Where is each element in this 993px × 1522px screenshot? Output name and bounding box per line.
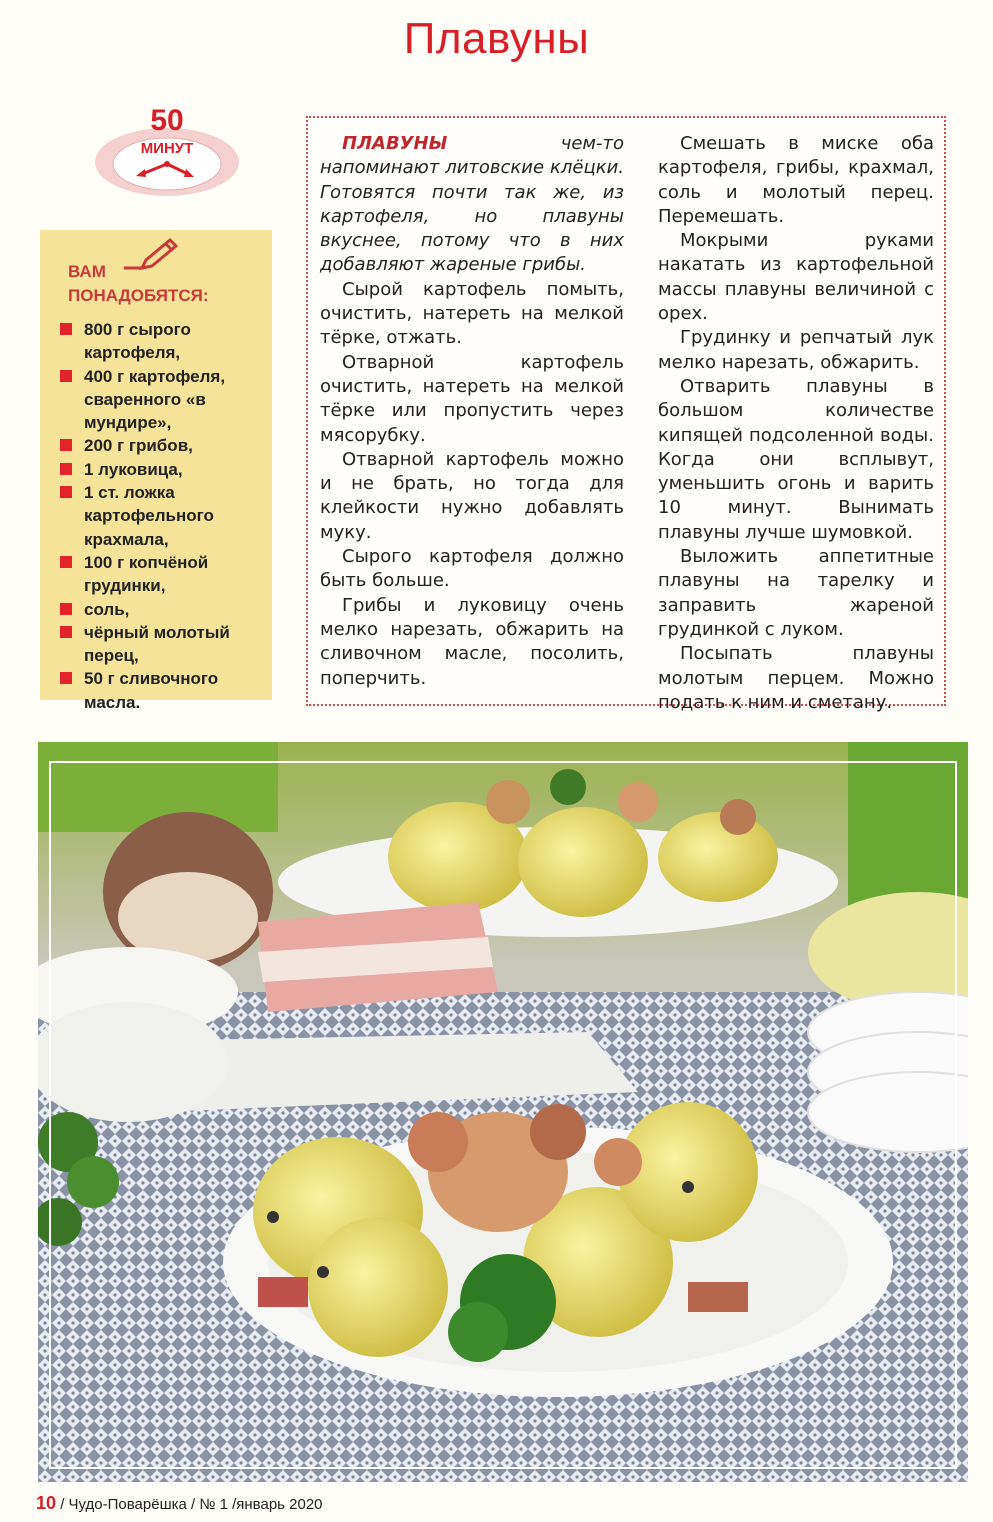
ingredient-item: соль, xyxy=(58,598,270,621)
instruction-step: Выложить аппетитные плавуны на тарелку и заправить жареной грудинкой с луком. xyxy=(658,546,934,640)
ingredients-heading-line1: ВАМ xyxy=(68,262,106,281)
dish-photo xyxy=(38,742,968,1482)
ingredient-item: 400 г картофеля, сваренного «в мундире», xyxy=(58,365,270,435)
instruction-step: Сырой картофель помыть, очистить, натереть на мелкой тёрке, отжать. xyxy=(320,278,624,349)
instruction-step: Грибы и луковицу очень мелко нарезать, обжарить на сливочном масле, посолить, поперчить. xyxy=(320,594,624,689)
instruction-step: Посыпать плавуны молотым перцем. Можно подать к ним и сметану. xyxy=(658,643,934,713)
ingredient-item: 1 луковица, xyxy=(58,458,270,481)
cooking-time-unit: МИНУТ xyxy=(140,140,194,157)
cooking-time-value: 50 xyxy=(150,104,184,137)
instruction-step: Сырого картофеля должно быть больше. xyxy=(320,546,624,592)
recipe-title: Плавуны xyxy=(403,14,590,63)
instruction-step: Грудинку и репчатый лук мелко нарезать, обжарить. xyxy=(658,327,934,373)
dish-photo-illustration xyxy=(38,742,968,1482)
instruction-step: Смешать в миске оба картофеля, грибы, крахмал, соль и молотый перец. Перемешать. xyxy=(658,133,934,227)
page-number: 10 xyxy=(36,1493,57,1513)
ingredient-item: 800 г сырого картофеля, xyxy=(58,318,270,365)
recipe-intro xyxy=(320,132,624,278)
bullet-icon xyxy=(60,672,72,684)
ingredient-item: 200 г грибов, xyxy=(58,434,270,457)
cooking-time-badge xyxy=(92,100,242,200)
bullet-icon xyxy=(60,370,72,382)
instructions-column-1 xyxy=(320,132,624,691)
instructions-column-2 xyxy=(658,132,934,715)
issue-info: / Чудо-Поварёшка / № 1 /январь 2020 xyxy=(56,1496,323,1513)
bullet-icon xyxy=(60,463,72,475)
page-footer xyxy=(36,1493,323,1514)
recipe-instructions xyxy=(306,116,946,713)
intro-keyword: ПЛАВУНЫ xyxy=(342,133,448,154)
instruction-step: Мокрыми руками накатать из картофельной массы плавуны величиной с орех. xyxy=(658,230,934,325)
ingredient-item: 50 г сливочного масла. xyxy=(58,667,270,714)
bullet-icon xyxy=(60,626,72,638)
bullet-icon xyxy=(60,486,72,498)
bullet-icon xyxy=(60,603,72,615)
bullet-icon xyxy=(60,323,72,335)
bullet-icon xyxy=(60,556,72,568)
intro-text: чем-то напоминают литовские клёцки. Готовятся почти так же, из картофеля, но плавуны вкуснее, потому что в них добавляют жареные грибы. xyxy=(320,133,624,276)
ingredients-heading xyxy=(68,260,248,308)
ingredient-item: 100 г копчёной грудинки, xyxy=(58,551,270,598)
instruction-step: Отварной картофель очистить, натереть на мелкой тёрке или пропустить через мясорубку. xyxy=(320,351,624,446)
ingredients-panel xyxy=(40,230,272,712)
ingredients-heading-line2: ПОНАДОБЯТСЯ: xyxy=(68,286,209,305)
instruction-step: Отварной картофель можно и не брать, но тогда для клейкости нужно добавлять муку. xyxy=(320,448,624,543)
ingredients-list xyxy=(58,318,270,714)
instruction-step: Отварить плавуны в большом количестве кипящей подсоленной воды. Когда они всплывут, уменьшить огонь и варить 10 минут. Вынимать плавуны лучше шумовкой. xyxy=(658,375,934,543)
ingredient-item: чёрный молотый перец, xyxy=(58,621,270,668)
ingredient-item: 1 ст. ложка картофельного крахмала, xyxy=(58,481,270,551)
bullet-icon xyxy=(60,439,72,451)
